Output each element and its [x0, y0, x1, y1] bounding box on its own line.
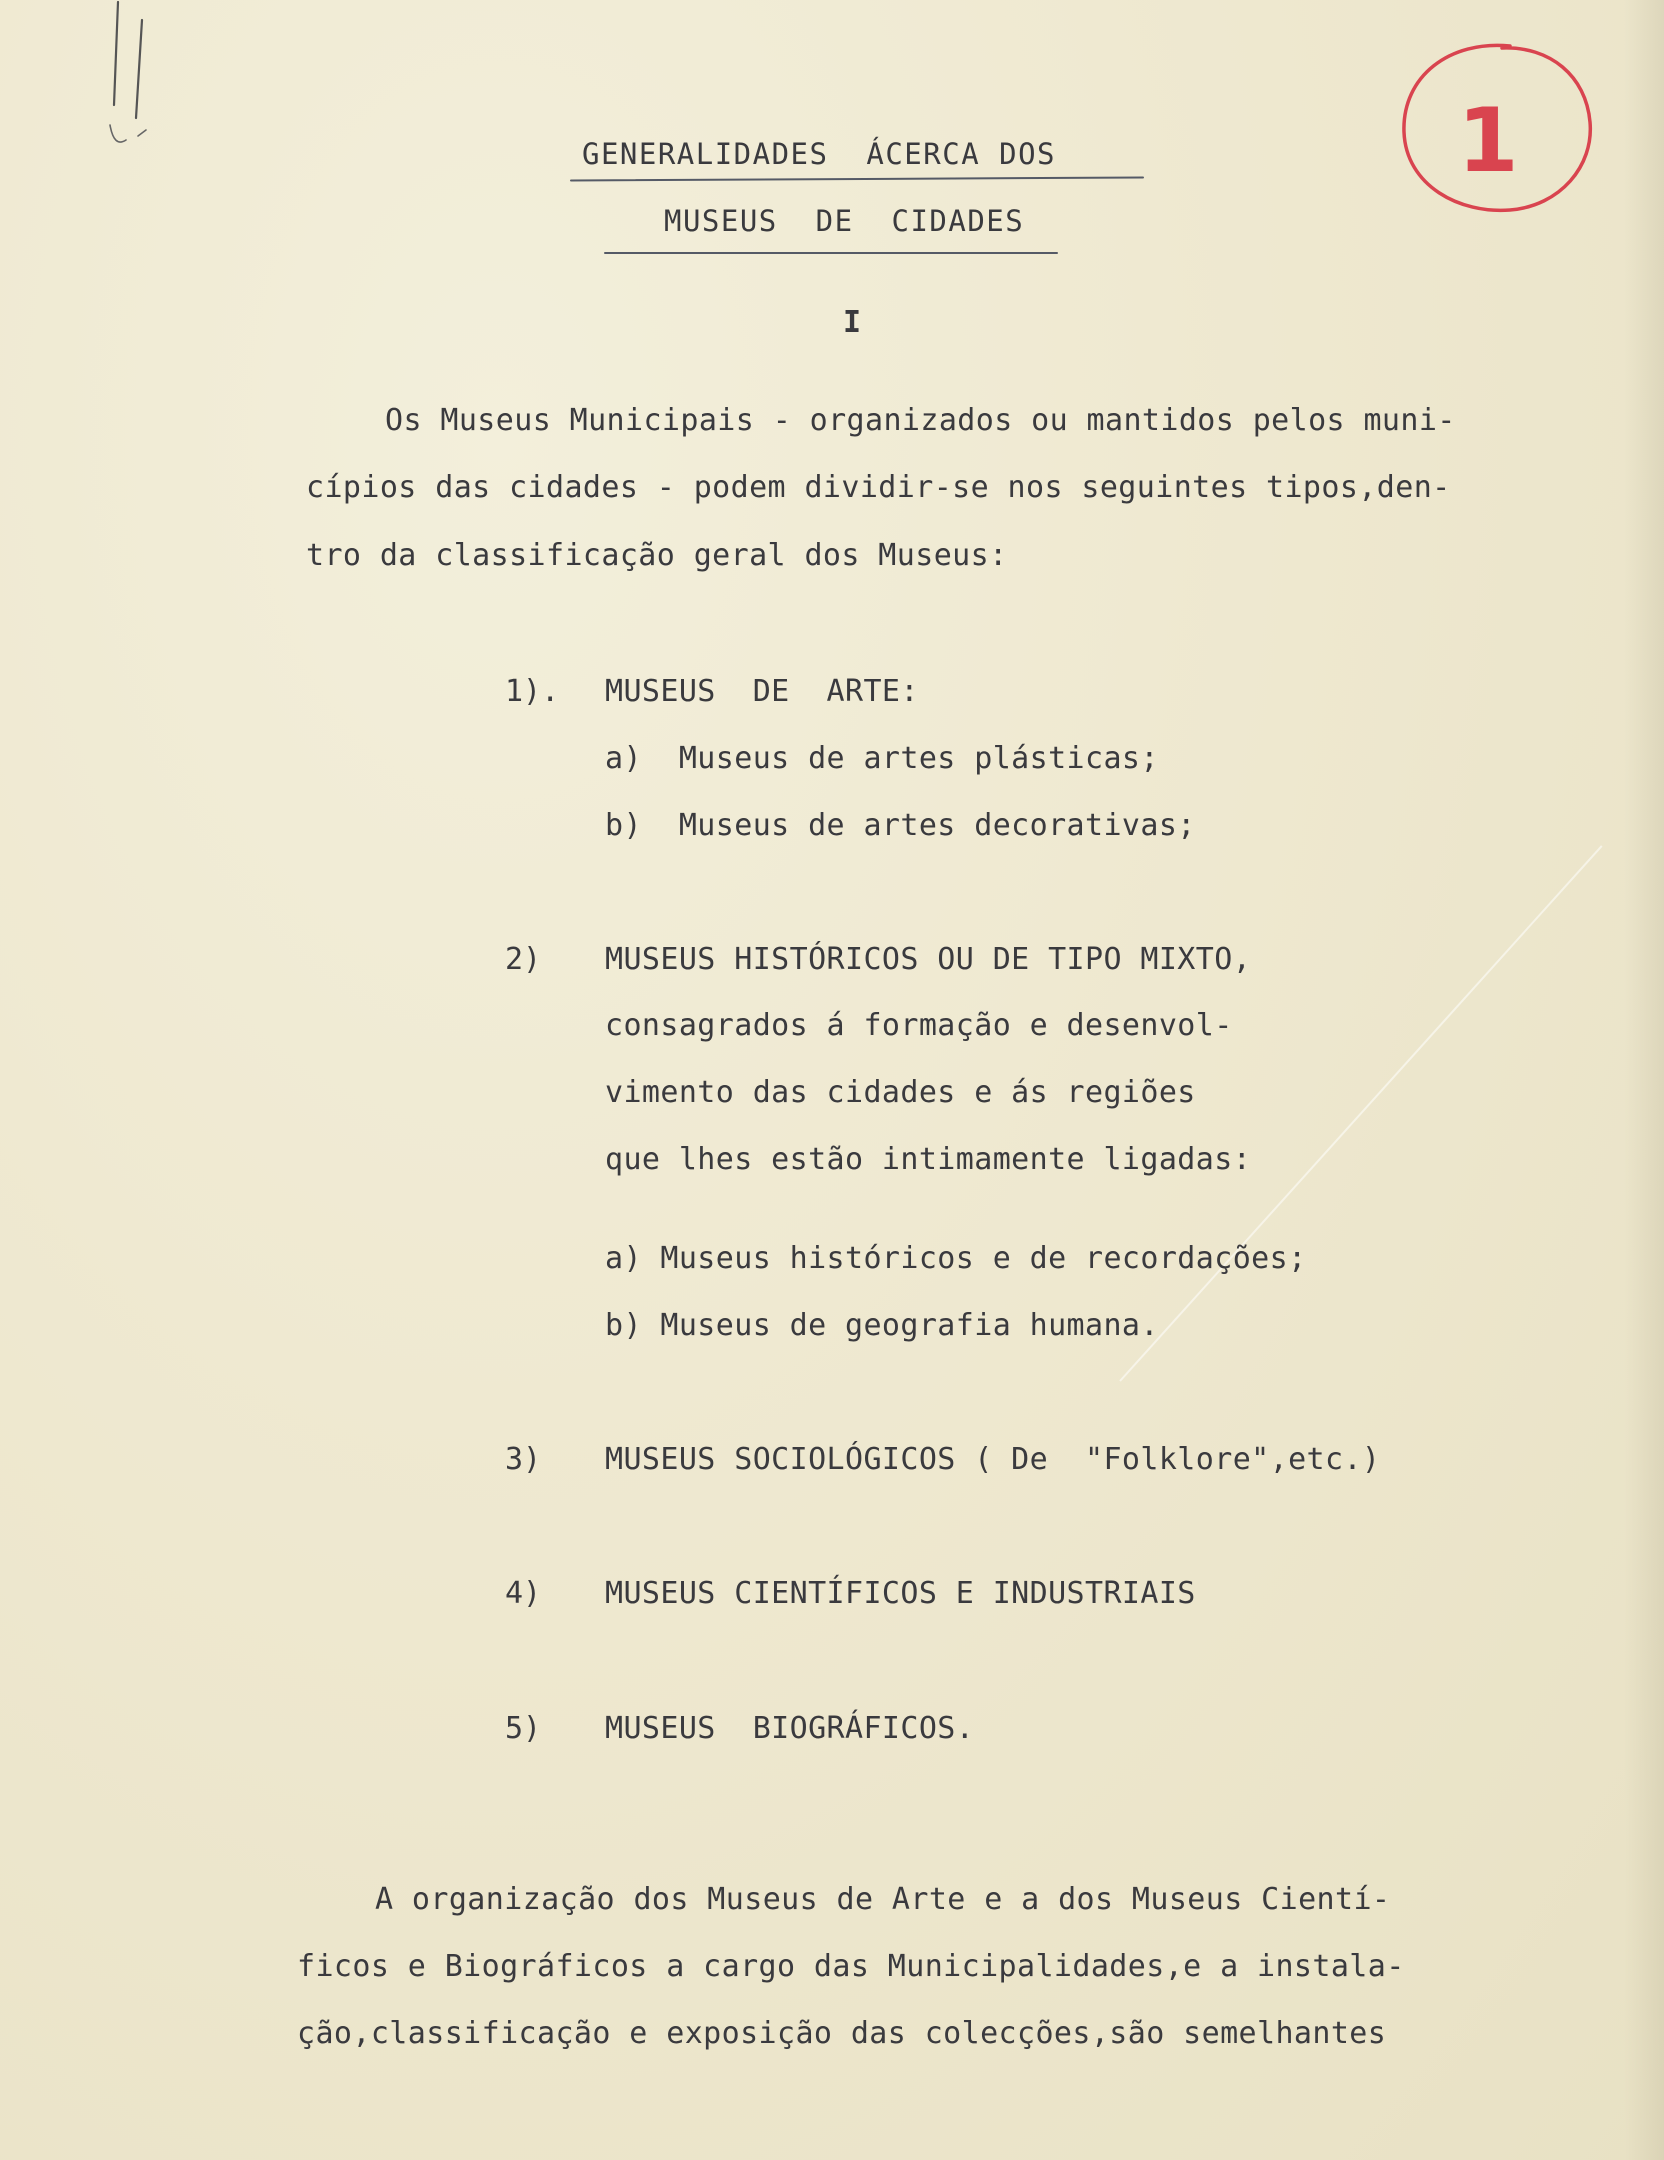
item-5-heading: MUSEUS BIOGRÁFICOS. [605, 1711, 975, 1746]
item-1-subitem-a: a) Museus de artes plásticas; [605, 741, 1159, 776]
item-4-heading: MUSEUS CIENTÍFICOS E INDUSTRIAIS [605, 1576, 1196, 1611]
item-2-number: 2) [505, 942, 542, 977]
intro-line-2: cípios das cidades - podem dividir-se nos seguintes tipos,den- [306, 470, 1451, 505]
item-2-heading-line-1: MUSEUS HISTÓRICOS OU DE TIPO MIXTO, [605, 942, 1252, 977]
item-2-heading-line-2: consagrados á formação e desenvol- [605, 1008, 1233, 1043]
closing-line-1: A organização dos Museus de Arte e a dos Museus Cientí- [375, 1882, 1391, 1917]
page-number-circle [1390, 36, 1600, 221]
paper-edge-shadow [1624, 0, 1664, 2160]
pencil-marks [100, 0, 180, 160]
section-numeral: I [843, 305, 862, 340]
item-1-number: 1). [505, 674, 560, 709]
item-3-heading: MUSEUS SOCIOLÓGICOS ( De "Folklore",etc.) [605, 1442, 1381, 1477]
item-2-subitem-b: b) Museus de geografia humana. [605, 1308, 1159, 1343]
page-number-mark: 1 [1457, 89, 1519, 192]
item-1-heading: MUSEUS DE ARTE: [605, 674, 919, 709]
item-4-number: 4) [505, 1576, 542, 1611]
item-2-heading-line-3: vimento das cidades e ás regiões [605, 1075, 1196, 1110]
item-2-subitem-a: a) Museus históricos e de recordações; [605, 1241, 1307, 1276]
item-1-subitem-b: b) Museus de artes decorativas; [605, 808, 1196, 843]
intro-line-3: tro da classificação geral dos Museus: [306, 538, 1008, 573]
item-3-number: 3) [505, 1442, 542, 1477]
title-line-1: GENERALIDADES ÁCERCA DOS [582, 137, 1056, 171]
title-underline-2 [604, 252, 1058, 254]
item-2-heading-line-4: que lhes estão intimamente ligadas: [605, 1142, 1252, 1177]
closing-line-2: ficos e Biográficos a cargo das Municipalidades,e a instala- [297, 1949, 1405, 1984]
intro-line-1: Os Museus Municipais - organizados ou mantidos pelos muni- [385, 403, 1456, 438]
closing-line-3: ção,classificação e exposição das colecções,são semelhantes [297, 2016, 1387, 2051]
item-5-number: 5) [505, 1711, 542, 1746]
title-line-2: MUSEUS DE CIDADES [664, 204, 1025, 238]
